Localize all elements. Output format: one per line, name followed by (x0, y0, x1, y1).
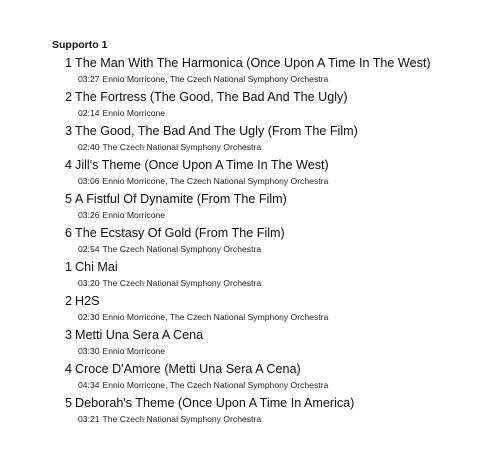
track-title: H2S (75, 294, 100, 308)
track-title: A Fistful Of Dynamite (From The Film) (75, 192, 287, 206)
track-duration: 03:21 (78, 414, 100, 424)
track-duration: 02:54 (78, 244, 100, 254)
track-row (65, 327, 495, 361)
track-title: Chi Mai (75, 260, 118, 274)
track-title: Jill's Theme (Once Upon A Time In The West) (75, 158, 329, 172)
track-row (65, 89, 495, 123)
track-title-line (65, 259, 495, 276)
track-meta (65, 378, 495, 392)
track-artists: Ennio Morricone, The Czech National Symphony Orchestra (102, 312, 329, 322)
track-number: 5 (65, 396, 73, 410)
track-number: 3 (65, 124, 73, 138)
track-duration: 03:06 (78, 176, 100, 186)
track-meta (65, 310, 495, 324)
track-title-line (65, 361, 495, 378)
track-row (65, 123, 495, 157)
track-artists: Ennio Morricone, The Czech National Symphony Orchestra (102, 74, 329, 84)
track-title-line (65, 157, 495, 174)
track-row (65, 361, 495, 395)
track-title-line (65, 225, 495, 242)
track-meta (65, 208, 495, 222)
track-title-line (65, 89, 495, 106)
track-title: Croce D'Amore (Metti Una Sera A Cena) (75, 362, 301, 376)
track-duration: 03:26 (78, 210, 100, 220)
track-artists: Ennio Morricone (102, 108, 166, 118)
track-title: Metti Una Sera A Cena (75, 328, 204, 342)
track-meta (65, 72, 495, 86)
track-row (65, 55, 495, 89)
track-row (65, 225, 495, 259)
track-number: 3 (65, 328, 73, 342)
track-meta (65, 140, 495, 154)
track-row (65, 259, 495, 293)
track-title: The Fortress (The Good, The Bad And The Ugly) (75, 90, 348, 104)
track-list (65, 55, 495, 429)
track-meta (65, 106, 495, 120)
track-duration: 03:30 (78, 346, 100, 356)
track-title: The Good, The Bad And The Ugly (From The Film) (75, 124, 358, 138)
track-meta (65, 344, 495, 358)
track-artists: Ennio Morricone, The Czech National Symphony Orchestra (102, 380, 329, 390)
track-artists: The Czech National Symphony Orchestra (102, 244, 262, 254)
track-artists: Ennio Morricone, The Czech National Symphony Orchestra (102, 176, 329, 186)
track-row (65, 293, 495, 327)
track-artists: The Czech National Symphony Orchestra (102, 278, 262, 288)
track-meta (65, 242, 495, 256)
track-title-line (65, 191, 495, 208)
track-title: The Ecstasy Of Gold (From The Film) (75, 226, 285, 240)
track-title: Deborah's Theme (Once Upon A Time In America) (75, 396, 355, 410)
track-duration: 03:20 (78, 278, 100, 288)
track-title-line (65, 327, 495, 344)
track-title-line (65, 395, 495, 412)
track-meta (65, 412, 495, 426)
track-duration: 02:14 (78, 108, 100, 118)
track-row (65, 395, 495, 429)
track-meta (65, 174, 495, 188)
track-number: 4 (65, 362, 73, 376)
track-title-line (65, 123, 495, 140)
track-number: 2 (65, 90, 73, 104)
track-number: 1 (65, 56, 73, 70)
track-row (65, 157, 495, 191)
track-artists: Ennio Morricone (102, 210, 166, 220)
track-number: 6 (65, 226, 73, 240)
track-duration: 02:40 (78, 142, 100, 152)
track-duration: 02:30 (78, 312, 100, 322)
track-artists: The Czech National Symphony Orchestra (102, 142, 262, 152)
track-title-line (65, 55, 495, 72)
track-number: 5 (65, 192, 73, 206)
track-artists: Ennio Morricone (102, 346, 166, 356)
track-duration: 03:27 (78, 74, 100, 84)
track-number: 1 (65, 260, 73, 274)
section-title: Supporto 1 (52, 39, 108, 51)
track-number: 4 (65, 158, 73, 172)
track-row (65, 191, 495, 225)
track-duration: 04:34 (78, 380, 100, 390)
track-meta (65, 276, 495, 290)
track-title-line (65, 293, 495, 310)
track-title: The Man With The Harmonica (Once Upon A Time In The West) (75, 56, 431, 70)
track-number: 2 (65, 294, 73, 308)
track-artists: The Czech National Symphony Orchestra (102, 414, 262, 424)
